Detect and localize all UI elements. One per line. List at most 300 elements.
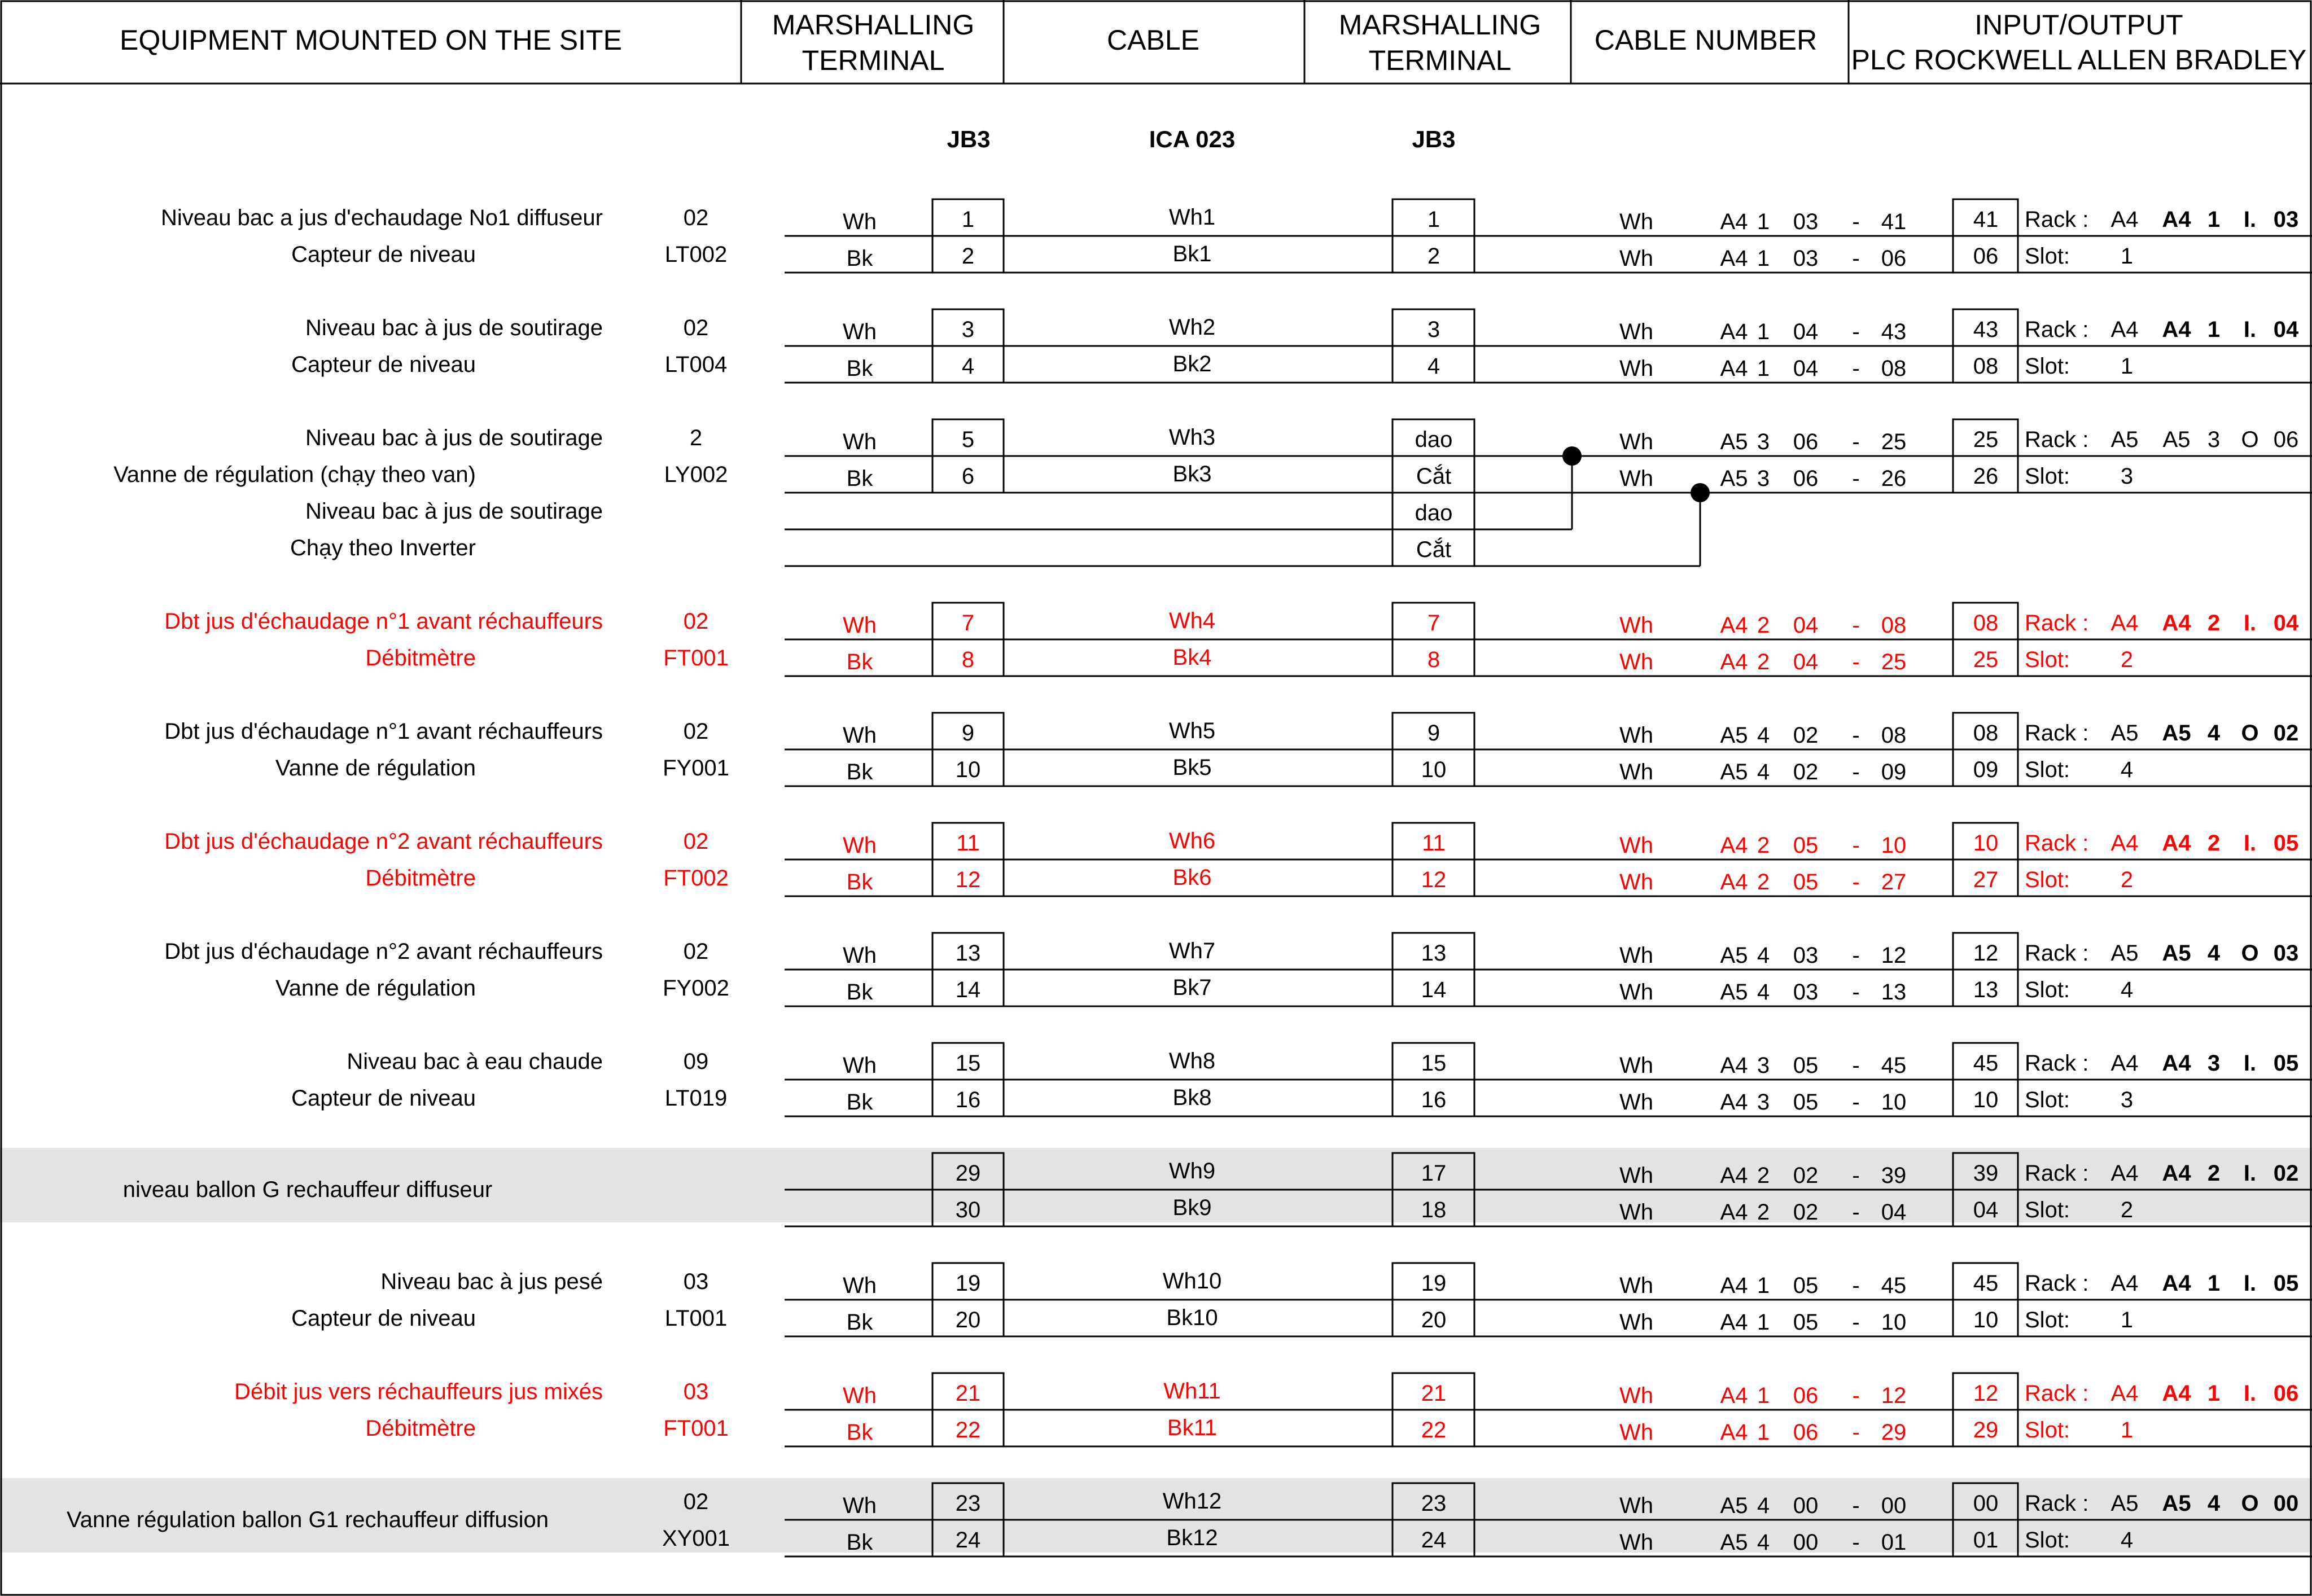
cable-wire-color: Wh <box>1619 869 1653 895</box>
header-equipment: EQUIPMENT MOUNTED ON THE SITE <box>120 24 622 56</box>
plc-address-part: 05 <box>2273 1050 2299 1076</box>
rack-label: Rack : <box>2025 427 2089 452</box>
header-marshalling-right: MARSHALLING TERMINAL <box>1338 9 1542 76</box>
cable-number-part: 1 <box>1757 1383 1770 1408</box>
plc-address-part: 4 <box>2207 940 2221 966</box>
cable-number-part: 3 <box>1757 429 1770 454</box>
equipment-name: Dbt jus d'échaudage n°2 avant réchauffeurs <box>164 939 603 964</box>
cable-number-part: A5 <box>1720 429 1748 454</box>
cable-number-part: A5 <box>1720 942 1748 968</box>
left-terminal-number: 3 <box>961 317 975 342</box>
io-point: 45 <box>1973 1270 1999 1296</box>
left-terminal-number: 30 <box>955 1197 981 1222</box>
rack-value: A4 <box>2110 1380 2139 1406</box>
cable-number-part: 10 <box>1881 1309 1907 1335</box>
rack-value: A5 <box>2110 427 2139 452</box>
plc-address-part: 03 <box>2273 940 2299 966</box>
cable-wire-color: Wh <box>1619 612 1653 638</box>
left-terminal-number: 22 <box>955 1417 981 1442</box>
equipment-code: 09 <box>683 1049 709 1074</box>
cable-number-part: 05 <box>1793 869 1819 895</box>
equipment-name: Vanne régulation ballon G1 rechauffeur diffusion <box>67 1507 549 1532</box>
cable-number-part: 06 <box>1793 466 1819 491</box>
slot-value: 4 <box>2120 977 2134 1002</box>
wire-color: Wh <box>843 722 877 748</box>
plc-address-part: I. <box>2243 317 2257 342</box>
wire-color: Bk <box>846 1419 873 1445</box>
io-point: 06 <box>1973 243 1999 269</box>
equipment-tag: LT001 <box>664 1305 728 1331</box>
cable-core: Wh7 <box>1168 938 1216 963</box>
cable-number-part: - <box>1852 209 1860 234</box>
right-terminal-number: 16 <box>1421 1087 1447 1112</box>
cable-number-part: 03 <box>1793 942 1819 968</box>
right-terminal-number: 4 <box>1427 353 1440 379</box>
left-terminal-number: 5 <box>961 427 975 452</box>
cable-number-part: - <box>1852 1053 1860 1078</box>
plc-address-part: I. <box>2243 207 2257 232</box>
cable-number-part: A4 <box>1720 869 1748 895</box>
rack-label: Rack : <box>2025 317 2089 342</box>
cable-number-part: - <box>1852 649 1860 674</box>
plc-address-part: 02 <box>2273 1160 2299 1186</box>
cable-number-part: - <box>1852 466 1860 491</box>
right-terminal-number: dao <box>1415 427 1453 452</box>
wire-color: Bk <box>846 1089 873 1115</box>
left-terminal-number: 7 <box>961 610 975 635</box>
right-terminal-number: 7 <box>1427 610 1440 635</box>
cable-number-part: 05 <box>1793 1089 1819 1115</box>
cable-number-part: 03 <box>1793 209 1819 234</box>
cable-number-part: A4 <box>1720 1089 1748 1115</box>
cable-number-part: A4 <box>1720 356 1748 381</box>
rack-value: A4 <box>2110 1270 2139 1296</box>
rack-label: Rack : <box>2025 207 2089 232</box>
jb-right-label: JB3 <box>1412 126 1456 152</box>
cable-core: Bk9 <box>1172 1195 1212 1220</box>
slot-value: 2 <box>2120 867 2134 892</box>
left-terminal-number: 21 <box>955 1380 981 1406</box>
cable-core: Bk5 <box>1172 755 1212 780</box>
cable-number-part: 2 <box>1757 649 1770 674</box>
slot-label: Slot: <box>2025 867 2070 892</box>
plc-address-part: O <box>2241 940 2259 966</box>
cable-number-part: - <box>1852 1383 1860 1408</box>
cable-number-part: 39 <box>1881 1163 1907 1188</box>
cable-number-part: 4 <box>1757 1529 1770 1555</box>
wire-color: Bk <box>846 1529 873 1555</box>
cable-number-part: 2 <box>1757 869 1770 895</box>
left-terminal-number: 19 <box>955 1270 981 1296</box>
right-terminal-number: Cắt <box>1416 537 1452 562</box>
right-terminal-number: 15 <box>1421 1050 1447 1076</box>
cable-number-part: 05 <box>1793 1053 1819 1078</box>
cable-number-part: 02 <box>1793 1163 1819 1188</box>
left-terminal-number: 4 <box>961 353 975 379</box>
equipment-code: 02 <box>683 1489 709 1514</box>
slot-label: Slot: <box>2025 353 2070 379</box>
equipment-tag: FT002 <box>663 865 729 891</box>
cable-number-part: 2 <box>1757 612 1770 638</box>
plc-address-part: A5 <box>2162 1490 2191 1516</box>
left-terminal-number: 6 <box>961 463 975 489</box>
right-terminal-number: 19 <box>1421 1270 1447 1296</box>
cable-number-part: - <box>1852 245 1860 271</box>
cable-id-label: ICA 023 <box>1149 126 1236 152</box>
cable-number-part: 01 <box>1881 1529 1907 1555</box>
plc-address-part: A5 <box>2162 940 2191 966</box>
slot-label: Slot: <box>2025 1417 2070 1442</box>
rack-label: Rack : <box>2025 610 2089 635</box>
cable-number-part: 05 <box>1793 1273 1819 1298</box>
io-point: 43 <box>1973 317 1999 342</box>
plc-address-part: I. <box>2243 1160 2257 1186</box>
cable-number-part: 09 <box>1881 759 1907 784</box>
cable-wire-color: Wh <box>1619 759 1653 784</box>
equipment-code: 03 <box>683 1269 709 1294</box>
left-terminal-number: 20 <box>955 1307 981 1332</box>
slot-label: Slot: <box>2025 1087 2070 1112</box>
cable-number-part: - <box>1852 1493 1860 1518</box>
right-terminal-number: 8 <box>1427 647 1440 672</box>
equipment-name: Niveau bac à jus de soutirage <box>305 498 603 524</box>
cable-number-part: A4 <box>1720 1053 1748 1078</box>
wire-color: Bk <box>846 649 873 674</box>
io-point: 26 <box>1973 463 1999 489</box>
rack-value: A4 <box>2110 207 2139 232</box>
equipment-code: 02 <box>683 608 709 634</box>
cable-number-part: - <box>1852 759 1860 784</box>
cable-number-part: 1 <box>1757 319 1770 344</box>
left-terminal-number: 29 <box>955 1160 981 1186</box>
plc-address-part: A4 <box>2162 317 2191 342</box>
io-point: 25 <box>1973 647 1999 672</box>
io-point: 39 <box>1973 1160 1999 1186</box>
io-point: 25 <box>1973 427 1999 452</box>
cable-wire-color: Wh <box>1619 1053 1653 1078</box>
cable-number-part: 06 <box>1793 1383 1819 1408</box>
cable-number-part: 04 <box>1793 356 1819 381</box>
cable-wire-color: Wh <box>1619 1089 1653 1115</box>
left-terminal-number: 11 <box>956 830 980 856</box>
cable-wire-color: Wh <box>1619 245 1653 271</box>
io-point: 09 <box>1973 757 1999 782</box>
io-point: 13 <box>1973 977 1999 1002</box>
header-cable-number: CABLE NUMBER <box>1594 24 1818 56</box>
cable-core: Wh3 <box>1168 424 1216 450</box>
cable-number-part: 06 <box>1793 1419 1819 1445</box>
cable-wire-color: Wh <box>1619 1309 1653 1335</box>
cable-number-part: 04 <box>1793 319 1819 344</box>
cable-core: Wh8 <box>1168 1048 1216 1073</box>
right-terminal-number: 17 <box>1421 1160 1447 1186</box>
equipment-code: 02 <box>683 718 709 744</box>
equipment-name: Niveau bac à eau chaude <box>347 1049 603 1074</box>
cable-wire-color: Wh <box>1619 1273 1653 1298</box>
cable-number-part: 05 <box>1793 832 1819 858</box>
right-terminal-number: 18 <box>1421 1197 1447 1222</box>
left-terminal-number: 8 <box>961 647 975 672</box>
wire-color: Wh <box>843 942 877 968</box>
cable-number-part: A4 <box>1720 245 1748 271</box>
cable-number-part: 4 <box>1757 759 1770 784</box>
slot-label: Slot: <box>2025 977 2070 1002</box>
cable-number-part: A4 <box>1720 209 1748 234</box>
io-point: 12 <box>1973 1380 1999 1406</box>
junction-dot <box>1691 483 1710 502</box>
cable-core: Bk12 <box>1166 1525 1218 1550</box>
cable-core: Wh2 <box>1168 314 1216 340</box>
slot-label: Slot: <box>2025 1527 2070 1553</box>
right-terminal-number: 9 <box>1427 720 1440 746</box>
cable-number-part: 00 <box>1881 1493 1907 1518</box>
right-terminal-number: dao <box>1415 500 1453 525</box>
cable-number-part: A4 <box>1720 612 1748 638</box>
equipment-name: Niveau bac à jus pesé <box>380 1269 603 1294</box>
slot-value: 1 <box>2120 1417 2134 1442</box>
equipment-tag: FY002 <box>663 975 729 1001</box>
wire-color: Wh <box>843 319 877 344</box>
plc-address-part: O <box>2241 1490 2259 1516</box>
outer-border <box>1 1 2311 1595</box>
io-point: 00 <box>1973 1490 1999 1516</box>
cable-number-part: A4 <box>1720 1309 1748 1335</box>
equipment-code: 2 <box>689 425 703 450</box>
equipment-code: 02 <box>683 315 709 340</box>
slot-label: Slot: <box>2025 243 2070 269</box>
plc-address-part: A4 <box>2162 1050 2191 1076</box>
plc-address-part: O <box>2241 720 2259 746</box>
cable-wire-color: Wh <box>1619 209 1653 234</box>
cable-number-part: 04 <box>1793 649 1819 674</box>
cable-wire-color: Wh <box>1619 1199 1653 1225</box>
equipment-type: Débitmètre <box>365 645 476 670</box>
left-terminal-number: 14 <box>955 977 981 1002</box>
rack-label: Rack : <box>2025 1380 2089 1406</box>
plc-address-part: 1 <box>2207 1380 2221 1406</box>
cable-core: Bk6 <box>1172 865 1212 890</box>
cable-number-part: 3 <box>1757 466 1770 491</box>
io-point: 08 <box>1973 353 1999 379</box>
cable-number-part: - <box>1852 1199 1860 1225</box>
cable-wire-color: Wh <box>1619 319 1653 344</box>
plc-address-part: I. <box>2243 1050 2257 1076</box>
cable-number-part: 00 <box>1793 1493 1819 1518</box>
cable-number-part: 04 <box>1793 612 1819 638</box>
plc-address-part: 1 <box>2207 1270 2221 1296</box>
cable-core: Bk10 <box>1166 1305 1218 1330</box>
cable-number-part: 1 <box>1757 1273 1770 1298</box>
plc-address-part: 00 <box>2273 1490 2299 1516</box>
equipment-tag: FT001 <box>663 645 729 670</box>
cable-number-part: 43 <box>1881 319 1907 344</box>
cable-number-part: A5 <box>1720 979 1748 1005</box>
cable-core: Wh4 <box>1168 608 1216 633</box>
slot-label: Slot: <box>2025 647 2070 672</box>
cable-number-part: 02 <box>1793 759 1819 784</box>
plc-address-part: A4 <box>2162 1380 2191 1406</box>
equipment-type: Capteur de niveau <box>291 1085 476 1111</box>
wire-color: Wh <box>843 209 877 234</box>
io-point: 01 <box>1973 1527 1999 1553</box>
cable-wire-color: Wh <box>1619 356 1653 381</box>
cable-wire-color: Wh <box>1619 429 1653 454</box>
rack-value: A5 <box>2110 940 2139 966</box>
plc-address-part: 2 <box>2207 610 2221 635</box>
cable-wire-color: Wh <box>1619 1419 1653 1445</box>
slot-value: 3 <box>2120 1087 2134 1112</box>
cable-core: Bk2 <box>1172 351 1212 376</box>
cable-number-part: A5 <box>1720 759 1748 784</box>
left-terminal-number: 24 <box>955 1527 981 1553</box>
cable-number-part: 03 <box>1793 979 1819 1005</box>
plc-address-part: 4 <box>2207 1490 2221 1516</box>
cable-number-part: 10 <box>1881 832 1907 858</box>
right-terminal-number: 24 <box>1421 1527 1447 1553</box>
cable-number-part: A4 <box>1720 1419 1748 1445</box>
equipment-tag: XY001 <box>662 1525 730 1551</box>
cable-number-part: A5 <box>1720 1529 1748 1555</box>
cable-core: Wh12 <box>1162 1488 1222 1514</box>
rack-value: A4 <box>2110 317 2139 342</box>
right-terminal-number: 20 <box>1421 1307 1447 1332</box>
left-terminal-number: 23 <box>955 1490 981 1516</box>
cable-number-part: 3 <box>1757 1089 1770 1115</box>
cable-number-part: A4 <box>1720 1383 1748 1408</box>
cable-number-part: 02 <box>1793 722 1819 748</box>
plc-address-part: 1 <box>2207 317 2221 342</box>
wire-color: Wh <box>843 1273 877 1298</box>
plc-address-part: 06 <box>2273 1380 2299 1406</box>
cable-wire-color: Wh <box>1619 979 1653 1005</box>
cable-number-part: - <box>1852 429 1860 454</box>
equipment-name: niveau ballon G rechauffeur diffuseur <box>122 1177 493 1202</box>
slot-value: 1 <box>2120 353 2134 379</box>
cable-number-part: 2 <box>1757 1199 1770 1225</box>
cable-number-part: - <box>1852 319 1860 344</box>
io-point: 41 <box>1973 207 1999 232</box>
cable-number-part: - <box>1852 612 1860 638</box>
cable-number-part: 45 <box>1881 1053 1907 1078</box>
left-terminal-number: 9 <box>961 720 975 746</box>
cable-number-part: 13 <box>1881 979 1907 1005</box>
left-terminal-number: 13 <box>955 940 981 966</box>
left-terminal-number: 12 <box>955 867 981 892</box>
cable-number-part: - <box>1852 356 1860 381</box>
cable-number-part: A4 <box>1720 1199 1748 1225</box>
cable-wire-color: Wh <box>1619 1493 1653 1518</box>
jb-left-label: JB3 <box>947 126 991 152</box>
io-point: 27 <box>1973 867 1999 892</box>
wire-color: Bk <box>846 1309 873 1335</box>
io-point: 10 <box>1973 830 1999 856</box>
cable-number-part: 04 <box>1881 1199 1907 1225</box>
cable-number-part: 26 <box>1881 466 1907 491</box>
equipment-name: Dbt jus d'échaudage n°1 avant réchauffeurs <box>164 718 603 744</box>
cable-number-part: A5 <box>1720 722 1748 748</box>
cable-number-part: - <box>1852 1089 1860 1115</box>
equipment-tag: LY002 <box>664 462 728 487</box>
cable-number-part: 4 <box>1757 722 1770 748</box>
cable-core: Bk3 <box>1172 461 1212 486</box>
wire-color: Bk <box>846 245 873 271</box>
equipment-tag: FY001 <box>663 755 729 781</box>
cable-number-part: - <box>1852 1529 1860 1555</box>
cable-number-part: A4 <box>1720 319 1748 344</box>
cable-number-part: 12 <box>1881 1383 1907 1408</box>
cable-wire-color: Wh <box>1619 1163 1653 1188</box>
equipment-type: Vanne de régulation (chạy theo van) <box>113 462 476 487</box>
right-terminal-number: 21 <box>1421 1380 1447 1406</box>
left-terminal-number: 15 <box>955 1050 981 1076</box>
cable-number-part: A5 <box>1720 1493 1748 1518</box>
cable-number-part: 1 <box>1757 209 1770 234</box>
cable-number-part: 1 <box>1757 356 1770 381</box>
io-point: 45 <box>1973 1050 1999 1076</box>
plc-address-part: 06 <box>2273 427 2299 452</box>
io-point: 04 <box>1973 1197 1999 1222</box>
slot-value: 4 <box>2120 1527 2134 1553</box>
equipment-name: Dbt jus d'échaudage n°2 avant réchauffeurs <box>164 828 603 854</box>
right-terminal-number: 11 <box>1422 830 1446 856</box>
cable-number-part: - <box>1852 1163 1860 1188</box>
equipment-name: Niveau bac à jus de soutirage <box>305 425 603 450</box>
equipment-code: 03 <box>683 1379 709 1404</box>
left-terminal-number: 16 <box>955 1087 981 1112</box>
cable-wire-color: Wh <box>1619 1383 1653 1408</box>
rack-value: A4 <box>2110 1050 2139 1076</box>
plc-address-part: A4 <box>2162 207 2191 232</box>
equipment-type: Capteur de niveau <box>291 1305 476 1331</box>
cable-number-part: 12 <box>1881 942 1907 968</box>
cable-number-part: 2 <box>1757 832 1770 858</box>
cable-core: Bk4 <box>1172 644 1212 670</box>
plc-address-part: A5 <box>2162 720 2191 746</box>
cable-number-part: 10 <box>1881 1089 1907 1115</box>
rack-label: Rack : <box>2025 940 2089 966</box>
slot-label: Slot: <box>2025 1307 2070 1332</box>
header-marshalling-left: MARSHALLING TERMINAL <box>772 9 975 76</box>
cable-wire-color: Wh <box>1619 942 1653 968</box>
equipment-code: 02 <box>683 828 709 854</box>
slot-value: 4 <box>2120 757 2134 782</box>
io-point: 29 <box>1973 1417 1999 1442</box>
rack-label: Rack : <box>2025 720 2089 746</box>
wire-color: Wh <box>843 1053 877 1078</box>
plc-address-part: O <box>2241 427 2259 452</box>
cable-core: Wh6 <box>1168 828 1216 853</box>
plc-address-part: I. <box>2243 1380 2257 1406</box>
cable-core: Wh5 <box>1168 718 1216 743</box>
slot-label: Slot: <box>2025 463 2070 489</box>
io-point: 10 <box>1973 1087 1999 1112</box>
right-terminal-number: 2 <box>1427 243 1440 269</box>
cable-core: Bk11 <box>1167 1415 1218 1440</box>
right-terminal-number: 23 <box>1421 1490 1447 1516</box>
cable-number-part: 2 <box>1757 1163 1770 1188</box>
cable-number-part: - <box>1852 722 1860 748</box>
cable-number-part: A4 <box>1720 1273 1748 1298</box>
equipment-tag: LT004 <box>664 352 728 377</box>
plc-address-part: I. <box>2243 610 2257 635</box>
plc-address-part: 3 <box>2207 427 2221 452</box>
equipment-name: Niveau bac a jus d'echaudage No1 diffuseur <box>161 205 603 230</box>
plc-address-part: 3 <box>2207 1050 2221 1076</box>
equipment-tag: FT001 <box>663 1415 729 1441</box>
cable-number-part: 4 <box>1757 1493 1770 1518</box>
wire-color: Wh <box>843 612 877 638</box>
plc-address-part: 2 <box>2207 1160 2221 1186</box>
